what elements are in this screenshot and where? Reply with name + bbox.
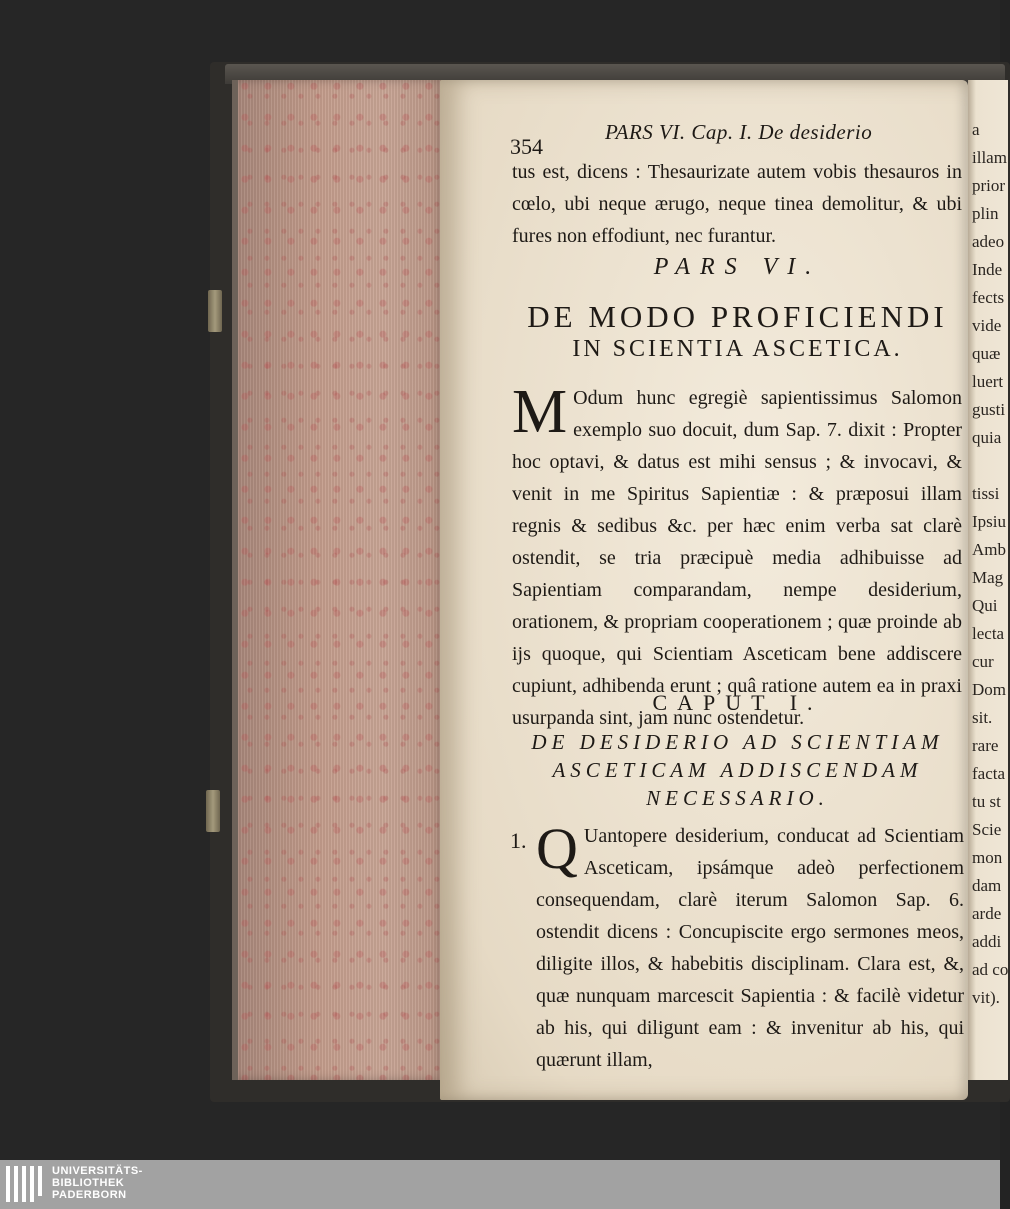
logo-line-3: PADERBORN [52,1189,127,1201]
text-block-fore-edge [232,80,448,1080]
facing-page-fragment: illam [972,148,1007,167]
facing-page-fragment: quia [972,428,1002,447]
facing-page-fragment: tissi [972,484,1000,503]
intro-text: Odum hunc egregiè sapientissimus Salomon exemplo suo docuit, dum Sap. 7. dixit : Propter hoc optavi, & datus est mihi sensus ; & invocavi, & venit in me Spiritus Sapientiæ : & præposui illam regnis & sedibus &c. per hæc enim verba sat clarè ostendit, se tria præcipuè media adhibuisse ad Sapientiam comparandam, nempe desiderium, orationem, & propriam cooperationem ; quæ proinde ab ijs quoque, qui Scientiam Asceticam bene addiscere cupiunt, adhibenda erunt ; quâ ratione autem ea in praxi usurpanda sint, jam nunc ostendetur. [512,387,962,729]
facing-page-fragment: luert [972,372,1004,391]
facing-page-fragment: mon [972,848,1003,867]
pars-heading: PARS VI. [653,254,822,280]
section-number: 1. [510,828,527,853]
facing-page-fragment: addi [972,932,1002,951]
facing-page-fragment: vit). [972,988,1000,1007]
running-head [510,120,965,159]
section-paragraph [536,816,964,1076]
facing-page-fragment: Ipsiu [972,512,1006,531]
clasp-upper [208,290,222,332]
facing-page-fragment: ad co [972,960,1009,979]
page-number: 354 [510,134,543,159]
chapter-title: DE DESIDERIO AD SCIENTIAM ASCETICAM ADDISCENDAM NECESSARIO. [531,730,944,810]
clasp-lower [206,790,220,832]
facing-page-fragment: prior [972,176,1006,195]
library-logo-icon [6,1166,46,1204]
opening-paragraph: tus est, dicens : Thesaurizate autem vobis thesauros in cœlo, ubi neque ærugo, neque tinea demolitur, & ubi fures non effodiunt, nec furantur. [512,161,962,247]
facing-page-fragment: vide [972,316,1002,335]
intro-dropcap: M [512,378,568,446]
facing-page-fragment: Inde [972,260,1003,279]
facing-page-fragment: a [972,120,980,139]
library-logo-text [52,1165,143,1201]
logo-line-1: UNIVERSITÄTS- [52,1165,143,1177]
facing-page-edge [968,80,1008,1080]
intro-paragraph [512,378,962,734]
facing-page-fragment: cur [972,652,994,671]
facing-page-fragment: sit. [972,708,993,727]
main-subtitle: IN SCIENTIA ASCETICA. [572,336,903,362]
facing-page-fragment: tu st [972,792,1001,811]
facing-page-fragment: rare [972,736,999,755]
section-text: Uantopere desiderium, conducat ad Scientiam Asceticam, ipsámque adeò perfectionem consequendam, clarè iterum Salomon Sap. 6. ostendit dicens : Concupiscite ergo sermones meos, diligite illos, & habebitis disciplinam. Clara est, &, quæ nunquam marcescit Sapientia : & facilè videtur ab his, qui diligunt eam : & invenitur ab his, qui quærunt illam, [536,825,964,1071]
facing-page-fragment: Dom [972,680,1006,699]
running-head-title: PARS VI. Cap. I. De desiderio [605,120,873,144]
facing-page-fragment: fects [972,288,1005,307]
facing-page-fragment: Mag [972,568,1004,587]
facing-page-fragment: dam [972,876,1002,895]
facing-page-fragment: facta [972,764,1006,783]
section-dropcap: Q [536,816,578,881]
facing-page-fragment: Amb [972,540,1006,559]
caput-heading: CAPUT I. [652,690,823,715]
facing-page-fragment: Qui [972,596,998,615]
logo-line-2: BIBLIOTHEK [52,1177,125,1189]
main-title: DE MODO PROFICIENDI [527,299,948,334]
facing-page-fragment: quæ [972,344,1001,363]
facing-page-fragment: gusti [972,400,1006,419]
facing-page-fragment: Scie [972,820,1002,839]
facing-page-fragment: arde [972,904,1002,923]
facing-page-fragment: adeo [972,232,1005,251]
facing-page-fragment: plin [972,204,999,223]
library-footer [0,1160,1000,1209]
facing-page-fragment: lecta [972,624,1005,643]
